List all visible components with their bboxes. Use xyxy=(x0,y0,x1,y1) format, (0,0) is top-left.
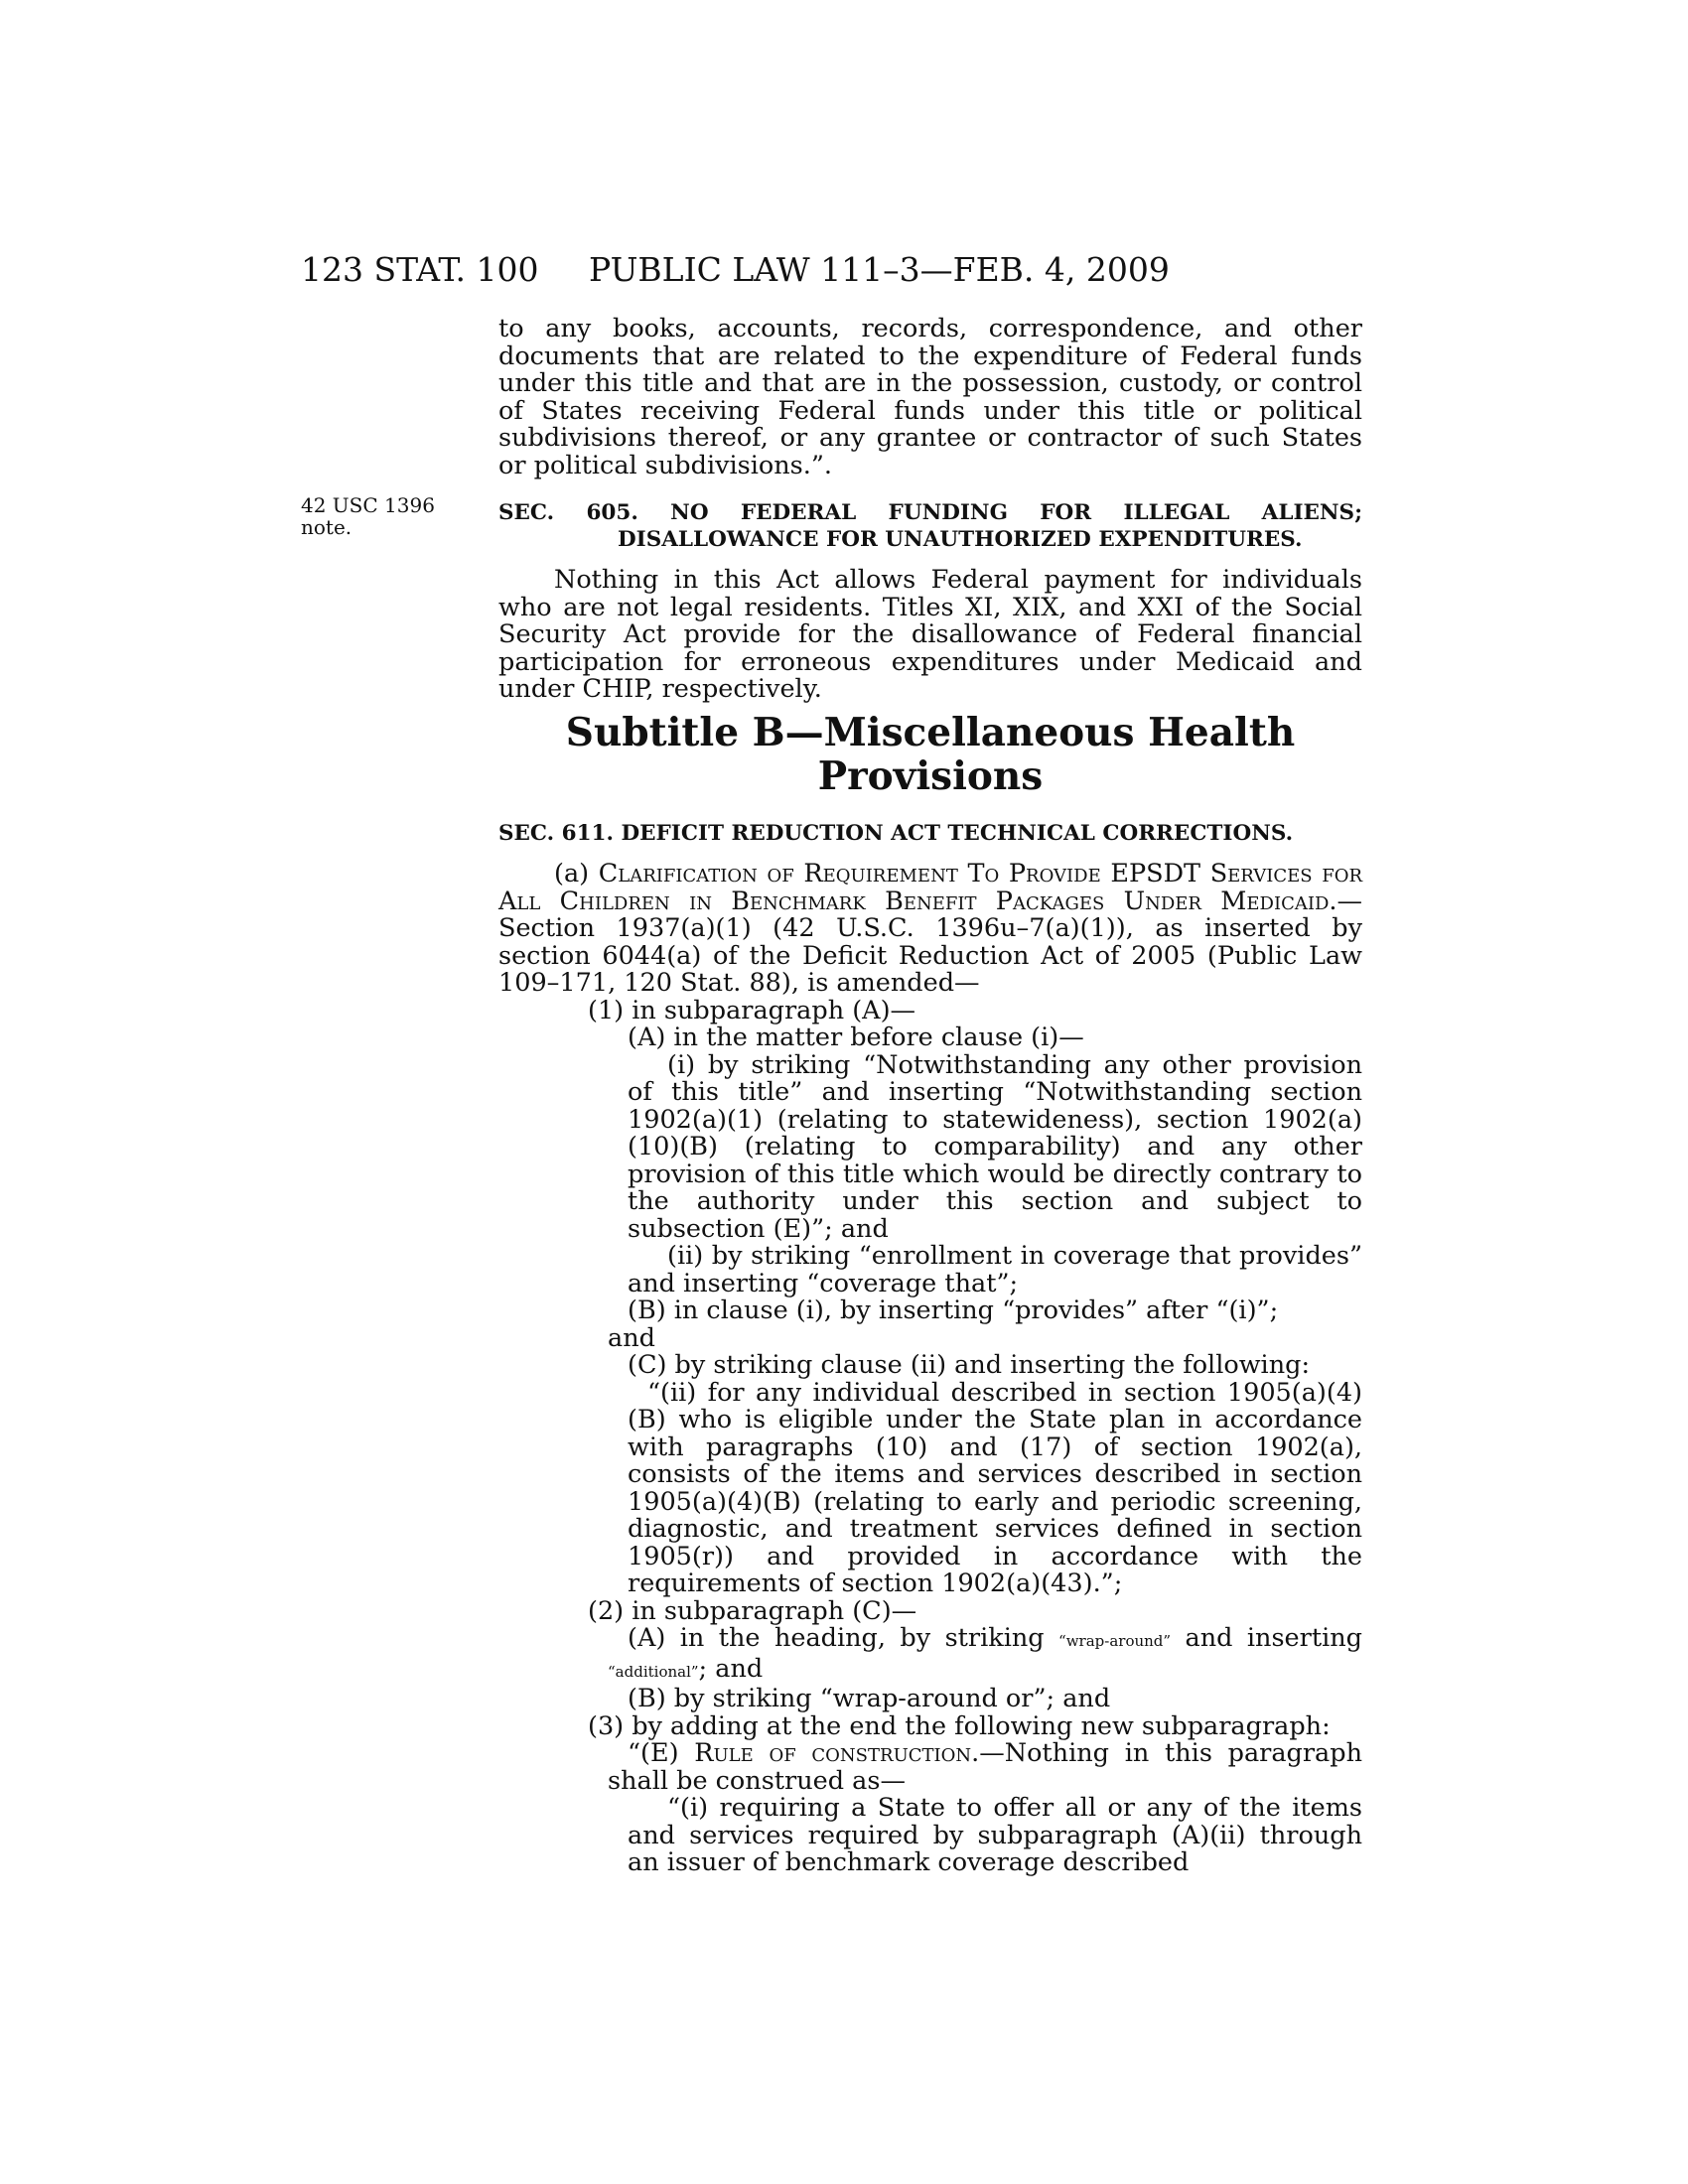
paragraph-1-A: (A) in the matter before clause (i)— xyxy=(628,1023,1084,1052)
sec-605-heading: SEC. 605. NO FEDERAL FUNDING FOR ILLEGAL ALIENS; DISALLOWANCE FOR UNAUTHORIZED EXPENDITURES. xyxy=(498,500,1362,552)
paragraph-2-A-term2: “additional” xyxy=(608,1662,699,1681)
paragraph-1-C: (C) by striking clause (ii) and inserting the following: xyxy=(628,1350,1311,1380)
sec-605-body: Nothing in this Act allows Federal payment for individuals who are not legal residents. Titles XI, XIX, and XXI of the Social Security Act provide for the disallowance of Federal financial participation for erroneous expenditures under Medicaid and under CHIP, respectively. xyxy=(498,565,1362,704)
subsection-a-text: —Section 1937(a)(1) (42 U.S.C. 1396u–7(a)(1)), as inserted by section 6044(a) of the Deficit Reduction Act of 2005 (Public Law 109–171, 120 Stat. 88), is amended— xyxy=(498,886,1362,998)
margin-citation-note xyxy=(301,494,440,538)
sec-611-block xyxy=(498,820,1362,1877)
paragraph-1: (1) in subparagraph (A)— xyxy=(588,995,916,1025)
paragraph-3: (3) by adding at the end the following new subparagraph: xyxy=(588,1710,1331,1741)
subtitle-line2: Provisions xyxy=(817,753,1044,799)
subsection-a-heading: Clarification of Requirement To Provide EPSDT Services for All Children in Benchmark Benefit Packages Under Medicaid. xyxy=(498,859,1363,916)
margin-note-line2: note. xyxy=(301,515,352,539)
paragraph-3-E-text: —Nothing in this paragraph shall be construed as— xyxy=(608,1738,1362,1796)
paragraph-3-E xyxy=(498,1740,1362,1795)
paragraph-1-B: (B) in clause (i), by inserting “provides” after “(i)”; xyxy=(628,1296,1279,1325)
paragraph-2-A xyxy=(498,1625,1362,1686)
paragraph-3-E-i: “(i) requiring a State to offer all or any of the items and services required by subparagraph (A)(ii) through an issuer of benchmark coverage described xyxy=(628,1793,1362,1877)
subsection-a xyxy=(498,861,1362,998)
subsection-a-marker: (a) xyxy=(554,859,590,888)
paragraph-2-A-term1: “wrap-around” xyxy=(1058,1632,1172,1650)
subtitle-heading xyxy=(498,711,1362,798)
paragraph-2-A-pre: (A) in the heading, by striking xyxy=(628,1623,1059,1653)
top-text-block xyxy=(498,316,1362,704)
page-stat-number: 123 STAT. 100 xyxy=(301,250,539,289)
paragraph-2: (2) in subparagraph (C)— xyxy=(588,1595,917,1626)
paragraph-1-A-i: (i) by striking “Notwithstanding any other provision of this title” and inserting “Notwithstanding section 1902(a)(1) (relating to statewideness), section 1902(a)(10)(B) (relating to comparability) and any other provision of this title which would be directly contrary to the authority under this section and subject to subsection (E)”; and xyxy=(628,1049,1362,1244)
running-header: PUBLIC LAW 111–3—FEB. 4, 2009 xyxy=(589,250,1170,289)
paragraph-1-A-ii: (ii) by striking “enrollment in coverage that provides” and inserting “coverage that”; xyxy=(628,1241,1362,1298)
sec-611-heading: SEC. 611. DEFICIT REDUCTION ACT TECHNICAL CORRECTIONS. xyxy=(498,821,1294,846)
subtitle-line1: Subtitle B—Miscellaneous Health xyxy=(565,710,1296,755)
paragraph-3-E-pre: “(E) xyxy=(628,1738,695,1768)
intro-paragraph: to any books, accounts, records, correspondence, and other documents that are related to the expenditure of Federal funds under this title and that are in the possession, custody, or control of States receiving Federal funds under this title or political subdivisions thereof, or any grantee or contractor of such States or political subdivisions.”. xyxy=(498,314,1362,480)
paragraph-3-E-heading: Rule of construction. xyxy=(694,1738,980,1768)
margin-note-line1: 42 USC 1396 xyxy=(301,493,435,517)
paragraph-1-C-quote: “(ii) for any individual described in section 1905(a)(4)(B) who is eligible under the State plan in accordance with paragraphs (10) and (17) of section 1902(a), consists of the items and services described in section 1905(a)(4)(B) (relating to early and periodic screening, diagnostic, and treatment services defined in section 1905(r)) and provided in accordance with the requirements of section 1902(a)(43).”; xyxy=(628,1377,1362,1598)
paragraph-2-A-post: ; and xyxy=(698,1653,764,1684)
paragraph-1-B-and: and xyxy=(608,1322,655,1353)
paragraph-2-A-mid: and inserting xyxy=(1171,1623,1362,1653)
paragraph-2-B: (B) by striking “wrap-around or”; and xyxy=(628,1684,1111,1713)
